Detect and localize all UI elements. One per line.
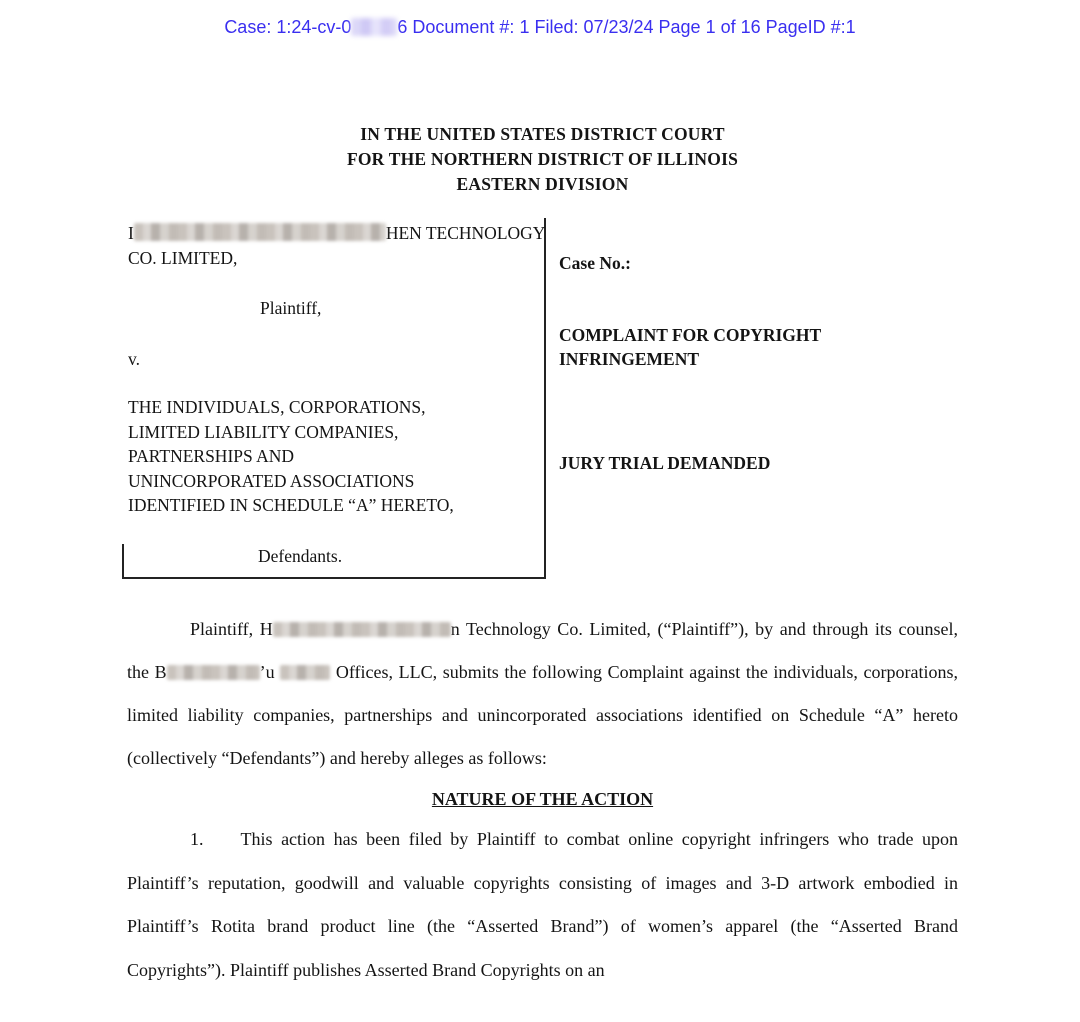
plaintiff-label: Plaintiff, (260, 298, 322, 318)
paragraph-1-number: 1. (190, 829, 204, 849)
case-number-redaction-blur (351, 18, 397, 36)
cmecf-stamp-header (0, 15, 1080, 38)
complaint-title-line-1: COMPLAINT FOR COPYRIGHT (559, 324, 822, 345)
court-heading-line-2: FOR THE NORTHERN DISTRICT OF ILLINOIS (346, 149, 739, 169)
defendants-line: LIMITED LIABILITY COMPANIES, (128, 421, 399, 442)
court-heading (127, 122, 958, 197)
intro-paragraph (127, 608, 958, 780)
plaintiff-name-inline-redaction-blur (273, 622, 451, 637)
intro-segment-3: ’u (259, 662, 275, 682)
plaintiff-name-start: I (128, 223, 134, 243)
document-content (127, 122, 958, 992)
paragraph-1-text: This action has been filed by Plaintiff to combat online copyright infringers who trade upon Plaintiff’s reputation, goodwill and valuable copyrights consisting of images and 3-D artwork embodied in Plaintiff’s Rotita brand product line (the “Asserted Brand”) of women’s apparel (the “Asserted Brand Copyrights”). Plaintiff publishes Asserted Brand Copyrights on an (127, 829, 958, 980)
filing-stamp-text: 6 Document #: 1 Filed: 07/23/24 Page 1 of 16 PageID #:1 (397, 17, 856, 37)
case-number-label: Case No.: (559, 253, 631, 273)
plaintiff-name-line-2: CO. LIMITED, (128, 247, 238, 268)
nature-of-action-heading: NATURE OF THE ACTION (431, 789, 654, 809)
caption-parties-column (122, 218, 546, 579)
plaintiff-name-redaction-blur (134, 223, 386, 241)
intro-segment-4: Offices, LLC, submits the following Complaint against the individuals, corporations, limited liability companies, partnerships and unincorporated associations identified on Schedule “A” hereto (collectively “Defendants”) and hereby alleges as follows: (127, 662, 959, 768)
counsel-name-redaction-blur-2 (280, 665, 330, 680)
versus-label: v. (128, 348, 140, 369)
plaintiff-name-end: HEN TECHNOLOGY (385, 223, 546, 243)
counsel-name-redaction-blur-1 (167, 665, 260, 680)
defendants-line: PARTNERSHIPS AND (128, 446, 295, 466)
court-heading-line-1: IN THE UNITED STATES DISTRICT COURT (360, 124, 725, 144)
caption-box-left-border (122, 544, 124, 577)
case-number-prefix: Case: 1:24-cv-0 (224, 17, 352, 37)
defendants-label: Defendants. (258, 545, 343, 566)
defendants-name-block (128, 395, 536, 518)
paragraph-1 (127, 818, 958, 992)
complaint-title-line-2: INFRINGEMENT (559, 349, 700, 369)
caption-case-info-column (546, 218, 958, 579)
defendants-line: IDENTIFIED IN SCHEDULE “A” HERETO, (128, 495, 454, 515)
case-caption (127, 218, 958, 579)
intro-segment-2: n Technology Co. Limited, (“Plaintiff”), by and through its counsel, the B (127, 619, 958, 682)
jury-trial-demand: JURY TRIAL DEMANDED (559, 452, 771, 473)
defendants-line: UNINCORPORATED ASSOCIATIONS (128, 470, 415, 491)
court-heading-line-3: EASTERN DIVISION (456, 174, 629, 194)
intro-segment-1: Plaintiff, H (190, 619, 273, 639)
defendants-line: THE INDIVIDUALS, CORPORATIONS, (128, 397, 426, 417)
complaint-title (559, 323, 958, 372)
plaintiff-name-line-1 (128, 221, 546, 246)
